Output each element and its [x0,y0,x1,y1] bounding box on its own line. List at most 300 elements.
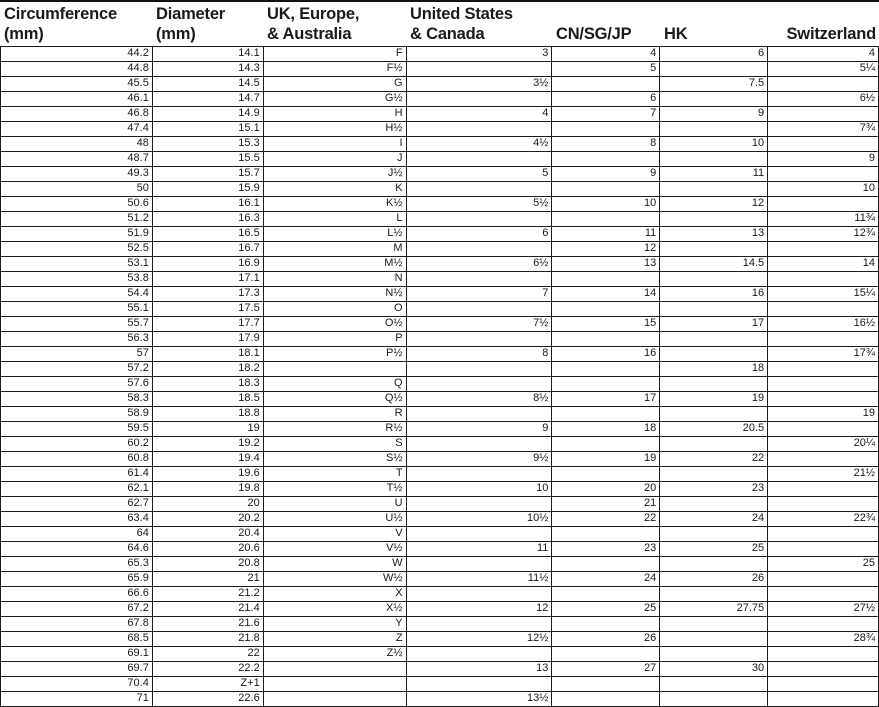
table-row [1,242,879,257]
cell: 18.2 [153,362,264,377]
cell [660,677,768,692]
cell [407,527,553,542]
cell: 15.9 [153,182,264,197]
cell: 5 [552,62,660,77]
table-row [1,152,879,167]
header-us-line2: & Canada [410,25,485,43]
cell: 49.3 [1,167,153,182]
cell [660,647,768,662]
cell: N [264,272,407,287]
cell: 57.6 [1,377,153,392]
cell [768,677,879,692]
table-row [1,587,879,602]
cell [768,527,879,542]
cell: 18 [552,422,660,437]
cell: 14 [552,287,660,302]
cell: 20.6 [153,542,264,557]
cell [552,557,660,572]
cell: 52.5 [1,242,153,257]
cell: Z+1 [153,677,264,692]
cell [660,407,768,422]
cell: Q½ [264,392,407,407]
cell: F½ [264,62,407,77]
cell: 19 [552,452,660,467]
cell [768,662,879,677]
cell: 19 [768,407,879,422]
cell [768,107,879,122]
table-row [1,422,879,437]
cell [552,587,660,602]
cell [407,557,553,572]
cell: 57 [1,347,153,362]
cell: 67.2 [1,602,153,617]
cell: 16½ [768,317,879,332]
cell: 65.9 [1,572,153,587]
cell: 69.1 [1,647,153,662]
cell: M [264,242,407,257]
cell: 27½ [768,602,879,617]
cell: L½ [264,227,407,242]
cell: 46.1 [1,92,153,107]
cell: 63.4 [1,512,153,527]
cell: 15¼ [768,287,879,302]
cell: S½ [264,452,407,467]
cell [407,122,553,137]
cell: 20.8 [153,557,264,572]
cell: 19 [660,392,768,407]
table-row [1,92,879,107]
cell: G [264,77,407,92]
table-row [1,527,879,542]
header-hk-line2: HK [664,25,688,43]
cell: 11 [660,167,768,182]
cell: 21 [552,497,660,512]
cell [407,242,553,257]
header-us-line1: United States [410,5,513,23]
cell: 21.6 [153,617,264,632]
cell: 26 [660,572,768,587]
cell: 65.3 [1,557,153,572]
cell [660,587,768,602]
cell: 27.75 [660,602,768,617]
table-row [1,452,879,467]
cell [552,152,660,167]
cell: 7 [407,287,553,302]
cell: 9 [552,167,660,182]
header-hk [660,2,768,46]
table-row [1,167,879,182]
cell: 64.6 [1,542,153,557]
cell: 22.2 [153,662,264,677]
cell: 25 [768,557,879,572]
table-row [1,557,879,572]
cell [407,437,553,452]
cell: X [264,587,407,602]
cell: 10 [768,182,879,197]
cell: 26 [552,632,660,647]
cell: O½ [264,317,407,332]
cell [407,377,553,392]
cell: 6 [552,92,660,107]
cell [264,662,407,677]
cell [552,527,660,542]
cell: Z½ [264,647,407,662]
cell: 18.8 [153,407,264,422]
table-row [1,182,879,197]
cell: J [264,152,407,167]
cell [660,377,768,392]
cell: 15.1 [153,122,264,137]
cell: 20.2 [153,512,264,527]
table-body [0,46,879,707]
cell: 15.3 [153,137,264,152]
cell: 53.8 [1,272,153,287]
cell [407,62,553,77]
cell: 17 [660,317,768,332]
cell: 19.4 [153,452,264,467]
cell: 7¾ [768,122,879,137]
cell: Q [264,377,407,392]
table-row [1,542,879,557]
cell: 6 [407,227,553,242]
cell [407,362,553,377]
cell: 17.7 [153,317,264,332]
cell [660,632,768,647]
cell: 51.9 [1,227,153,242]
cell: 21.4 [153,602,264,617]
cell: 20¼ [768,437,879,452]
cell: 62.1 [1,482,153,497]
table-row [1,212,879,227]
cell: 21 [153,572,264,587]
cell [407,92,553,107]
cell [264,692,407,707]
cell: 10 [407,482,553,497]
table-row [1,662,879,677]
cell: 28¾ [768,632,879,647]
cell [660,467,768,482]
cell: 9½ [407,452,553,467]
cell [768,302,879,317]
table-row [1,482,879,497]
table-row [1,437,879,452]
table-row [1,407,879,422]
cell: U [264,497,407,512]
cell: 3 [407,47,553,62]
cell: 7.5 [660,77,768,92]
cell: 7½ [407,317,553,332]
cell: 46.8 [1,107,153,122]
cell: 16.7 [153,242,264,257]
cell: 20.4 [153,527,264,542]
table-row [1,302,879,317]
header-diameter [152,2,263,46]
cell: Z [264,632,407,647]
table-row [1,377,879,392]
table-row [1,572,879,587]
cell: 19.2 [153,437,264,452]
cell: 58.9 [1,407,153,422]
table-row [1,257,879,272]
cell: 16 [552,347,660,362]
cell: 8½ [407,392,553,407]
cell: 15.5 [153,152,264,167]
cell [660,497,768,512]
cell: 25 [660,542,768,557]
cell: H½ [264,122,407,137]
cell: 12 [660,197,768,212]
cell: 6 [660,47,768,62]
cell: P [264,332,407,347]
cell [552,647,660,662]
cell [407,467,553,482]
cell: O [264,302,407,317]
cell: 19 [153,422,264,437]
cell: 4 [768,47,879,62]
cell: 9 [407,422,553,437]
cell [768,542,879,557]
cell: 15 [552,317,660,332]
cell [264,362,407,377]
cell [768,452,879,467]
cell: 21.2 [153,587,264,602]
cell: 22 [153,647,264,662]
cell [407,182,553,197]
cell: 18.1 [153,347,264,362]
cell: K½ [264,197,407,212]
header-diameter-line1: Diameter [156,5,226,23]
cell [660,122,768,137]
cell: 17¾ [768,347,879,362]
cell [407,332,553,347]
cell: 5¼ [768,62,879,77]
cell: 21.8 [153,632,264,647]
cell: L [264,212,407,227]
cell: 14.3 [153,62,264,77]
cell: 11 [552,227,660,242]
cell: W [264,557,407,572]
cell: 59.5 [1,422,153,437]
table-row [1,632,879,647]
cell: P½ [264,347,407,362]
cell: 10 [552,197,660,212]
cell: 8 [407,347,553,362]
header-switzerland-line2: Switzerland [786,25,876,43]
cell: 50.6 [1,197,153,212]
cell [660,152,768,167]
cell: T½ [264,482,407,497]
cell: U½ [264,512,407,527]
cell [660,182,768,197]
cell: 4½ [407,137,553,152]
cell [768,572,879,587]
cell: 18.5 [153,392,264,407]
cell: 4 [552,47,660,62]
cell [768,362,879,377]
cell [264,677,407,692]
header-switzerland [768,2,879,46]
cell: R [264,407,407,422]
cell: 16.9 [153,257,264,272]
cell: R½ [264,422,407,437]
cell: 25 [552,602,660,617]
cell: 47.4 [1,122,153,137]
cell [660,242,768,257]
cell: 60.8 [1,452,153,467]
cell: 11¾ [768,212,879,227]
cell: 9 [660,107,768,122]
cell: 48 [1,137,153,152]
header-uk-europe-australia [263,2,406,46]
cell [552,272,660,287]
table-row [1,512,879,527]
header-uk-line2: & Australia [267,25,352,43]
cell: 11 [407,542,553,557]
cell: 16 [660,287,768,302]
cell [660,92,768,107]
cell: 14.5 [153,77,264,92]
cell [407,272,553,287]
cell: 7 [552,107,660,122]
cell [407,302,553,317]
cell: 67.8 [1,617,153,632]
cell: 12 [552,242,660,257]
cell: N½ [264,287,407,302]
cell: 22 [552,512,660,527]
cell [552,332,660,347]
cell: 44.2 [1,47,153,62]
table-row [1,392,879,407]
cell: 19.8 [153,482,264,497]
cell: 11½ [407,572,553,587]
cell [552,467,660,482]
cell [768,482,879,497]
cell: 10 [660,137,768,152]
cell: 60.2 [1,437,153,452]
table-row [1,317,879,332]
cell: 17.3 [153,287,264,302]
cell [768,422,879,437]
cell: 3½ [407,77,553,92]
cell: 55.7 [1,317,153,332]
cell [768,332,879,347]
cell: Y [264,617,407,632]
cell: 14 [768,257,879,272]
cell: 57.2 [1,362,153,377]
cell [768,167,879,182]
table-row [1,272,879,287]
cell [660,617,768,632]
cell: 17.5 [153,302,264,317]
cell: 30 [660,662,768,677]
cell: F [264,47,407,62]
cell: 69.7 [1,662,153,677]
cell: 23 [552,542,660,557]
cell: 17.9 [153,332,264,347]
cell: 12½ [407,632,553,647]
cell: T [264,467,407,482]
cell: 24 [660,512,768,527]
cell: 24 [552,572,660,587]
cell: 68.5 [1,632,153,647]
cell [552,302,660,317]
cell: 18.3 [153,377,264,392]
table-row [1,47,879,62]
cell: 14.7 [153,92,264,107]
cell: 58.3 [1,392,153,407]
cell [552,212,660,227]
header-circumference [0,2,152,46]
header-circumference-line1: Circumference [4,5,117,23]
cell: 22 [660,452,768,467]
cell: S [264,437,407,452]
cell [552,77,660,92]
cell: 44.8 [1,62,153,77]
cell: 15.7 [153,167,264,182]
cell: 20 [552,482,660,497]
cell [552,407,660,422]
table-row [1,77,879,92]
cell: 50 [1,182,153,197]
cell: 6½ [768,92,879,107]
cell [407,647,553,662]
cell: 55.1 [1,302,153,317]
table-row [1,227,879,242]
cell: 10½ [407,512,553,527]
cell: 13 [407,662,553,677]
cell: 64 [1,527,153,542]
cell: 62.7 [1,497,153,512]
header-circumference-line2: (mm) [4,25,44,43]
cell: 54.4 [1,287,153,302]
cell [768,587,879,602]
cell [552,377,660,392]
table-row [1,692,879,707]
cell [768,497,879,512]
cell: 22¾ [768,512,879,527]
table-row [1,497,879,512]
table-row [1,677,879,692]
cell: 5 [407,167,553,182]
cell [407,677,553,692]
cell: 14.5 [660,257,768,272]
cell [768,242,879,257]
cell [660,437,768,452]
table-row [1,347,879,362]
header-cnsgjp-line2: CN/SG/JP [556,25,632,43]
cell: 23 [660,482,768,497]
cell: 13 [552,257,660,272]
table-row [1,467,879,482]
cell [768,377,879,392]
cell: 13 [660,227,768,242]
cell [407,497,553,512]
cell [660,527,768,542]
cell: J½ [264,167,407,182]
cell: 5½ [407,197,553,212]
cell: 18 [660,362,768,377]
cell: 16.1 [153,197,264,212]
cell [407,407,553,422]
cell: 12 [407,602,553,617]
table-row [1,122,879,137]
cell: 16.3 [153,212,264,227]
table-row [1,647,879,662]
cell [768,197,879,212]
cell: V [264,527,407,542]
cell: 4 [407,107,553,122]
cell: I [264,137,407,152]
